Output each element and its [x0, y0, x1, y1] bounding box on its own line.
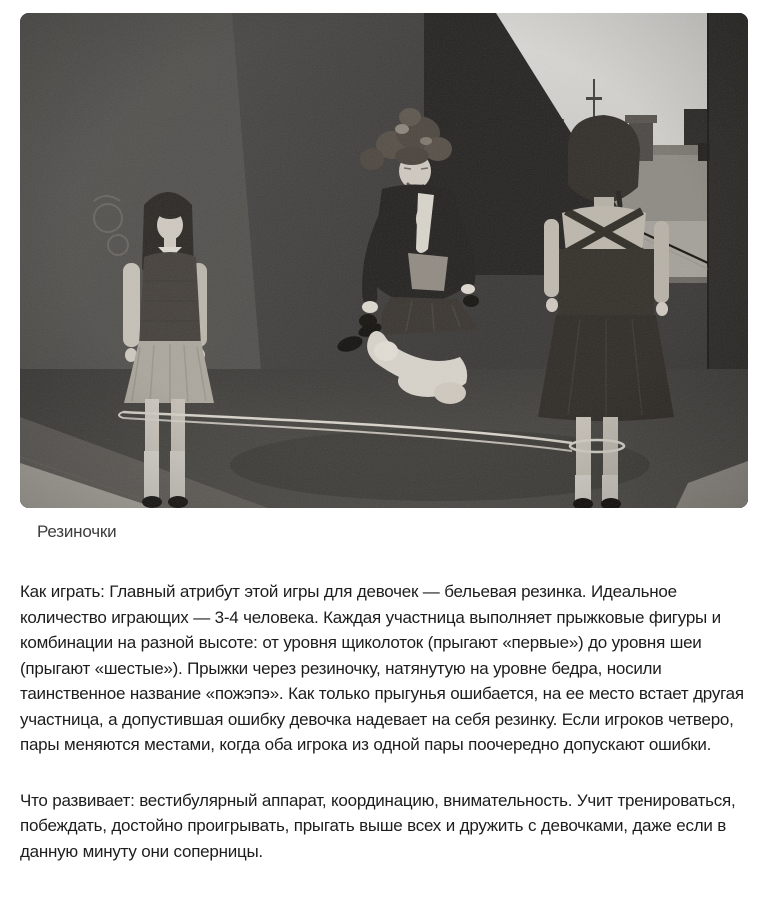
photo-illustration: [20, 13, 748, 508]
article-body: [20, 579, 745, 864]
photo-rezinochki: [20, 13, 748, 508]
article-page: [0, 13, 763, 905]
film-grain-overlay: [20, 13, 748, 508]
paragraph-what-develops: Что развивает: вестибулярный аппарат, координацию, внимательность. Учит тренироваться, побеждать, достойно проигрывать, прыгать выше всех и дружить с девочками, даже если в данную минуту они соперницы.: [20, 790, 736, 861]
photo-caption: Резиночки: [37, 522, 117, 541]
paragraph-how-to-play: Как играть: Главный атрибут этой игры для девочек — бельевая резинка. Идеальное количество играющих — 3-4 человека. Каждая участница выполняет прыжковые фигуры и комбинации на разной высоте: от уровня щиколоток (прыгают «первые») до уровня шеи (прыгают «шестые»). Прыжки через резиночку, натянутую на уровне бедра, носили таинственное название «пожэпэ». Как только прыгунья ошибается, на ее место встает другая участница, а допустившая ошибку девочка надевает на себя резинку. Если игроков четверо, пары меняются местами, когда оба игрока из одной пары поочередно допускают ошибки.: [20, 582, 744, 754]
